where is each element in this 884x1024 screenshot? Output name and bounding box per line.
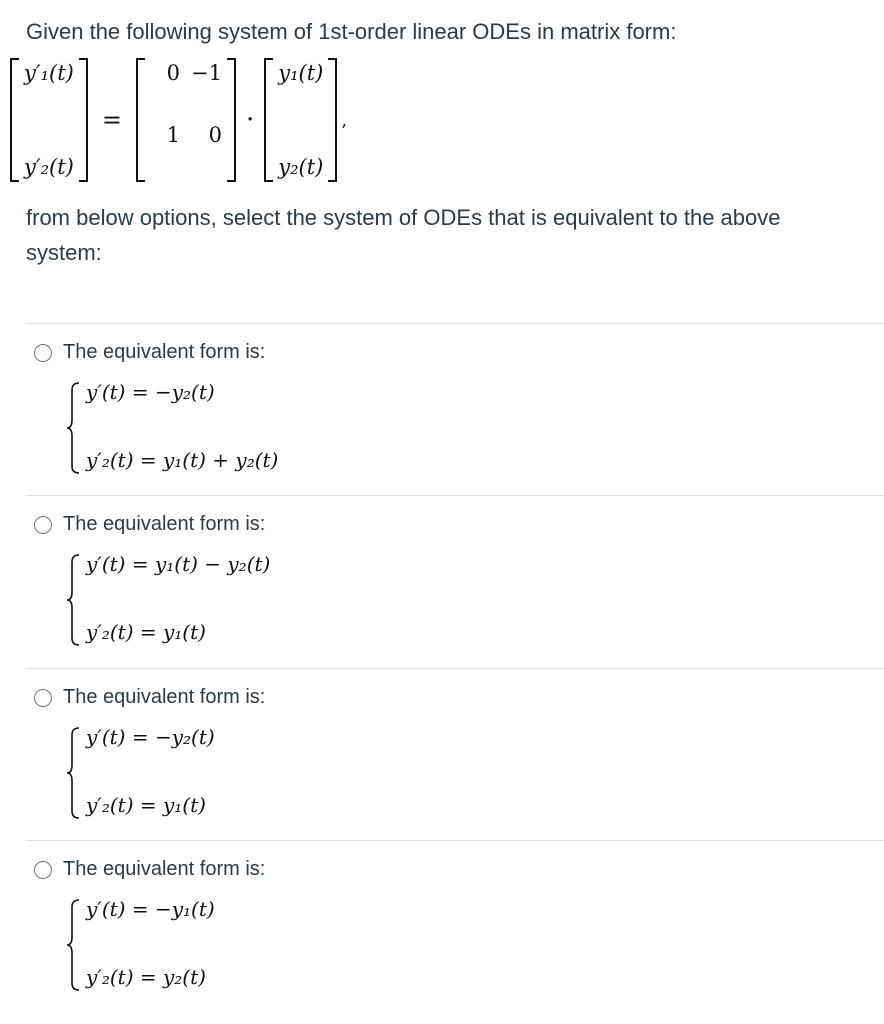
answer-label: The equivalent form is:: [63, 341, 266, 363]
matrix-cell-21: 1: [166, 123, 180, 147]
answer-label: The equivalent form is:: [63, 686, 266, 708]
equation-2: y′₂(t) = y₂(t): [86, 965, 206, 989]
question-block: [26, 16, 856, 48]
coefficient-matrix: [136, 58, 236, 182]
lhs-entry-1: y′₁(t): [24, 61, 74, 85]
matrix-cell-22: 0: [208, 123, 222, 147]
left-brace-icon: [66, 382, 80, 474]
question-follow: from below options, select the system of ODEs that is equivalent to the above system:: [26, 205, 781, 265]
lhs-vector: [10, 58, 88, 182]
equals-sign: =: [101, 106, 122, 134]
matrix-cell-12: −1: [191, 61, 222, 85]
equation-2: y′₂(t) = y₁(t) + y₂(t): [86, 448, 279, 472]
matrix-equation: [10, 50, 347, 190]
lhs-entry-2: y′₂(t): [24, 155, 74, 179]
rhs-vector: [264, 58, 337, 182]
equation-1: y′(t) = −y₂(t): [86, 725, 215, 749]
equation-1: y′(t) = y₁(t) − y₂(t): [86, 552, 271, 576]
equation-1: y′(t) = −y₂(t): [86, 380, 215, 404]
answer-option-4[interactable]: [26, 840, 884, 1013]
equation-2: y′₂(t) = y₁(t): [86, 793, 206, 817]
rhs-entry-2: y₂(t): [278, 155, 324, 179]
matrix-cell-11: 0: [166, 61, 180, 85]
equation-1: y′(t) = −y₁(t): [86, 897, 215, 921]
left-brace-icon: [66, 554, 80, 646]
answer-option-3[interactable]: [26, 668, 884, 841]
answer-option-2[interactable]: [26, 495, 884, 668]
answer-label: The equivalent form is:: [63, 513, 266, 535]
question-intro: Given the following system of 1st-order linear ODEs in matrix form:: [26, 19, 677, 44]
radio-button[interactable]: [34, 516, 52, 534]
trailing-comma: ,: [341, 109, 348, 131]
left-brace-icon: [66, 727, 80, 819]
rhs-entry-1: y₁(t): [278, 61, 324, 85]
radio-button[interactable]: [34, 689, 52, 707]
dot-operator: ·: [245, 105, 255, 135]
equation-2: y′₂(t) = y₁(t): [86, 620, 206, 644]
answer-option-1[interactable]: [26, 323, 884, 496]
radio-button[interactable]: [34, 344, 52, 362]
radio-button[interactable]: [34, 861, 52, 879]
answer-label: The equivalent form is:: [63, 858, 266, 880]
left-brace-icon: [66, 899, 80, 991]
